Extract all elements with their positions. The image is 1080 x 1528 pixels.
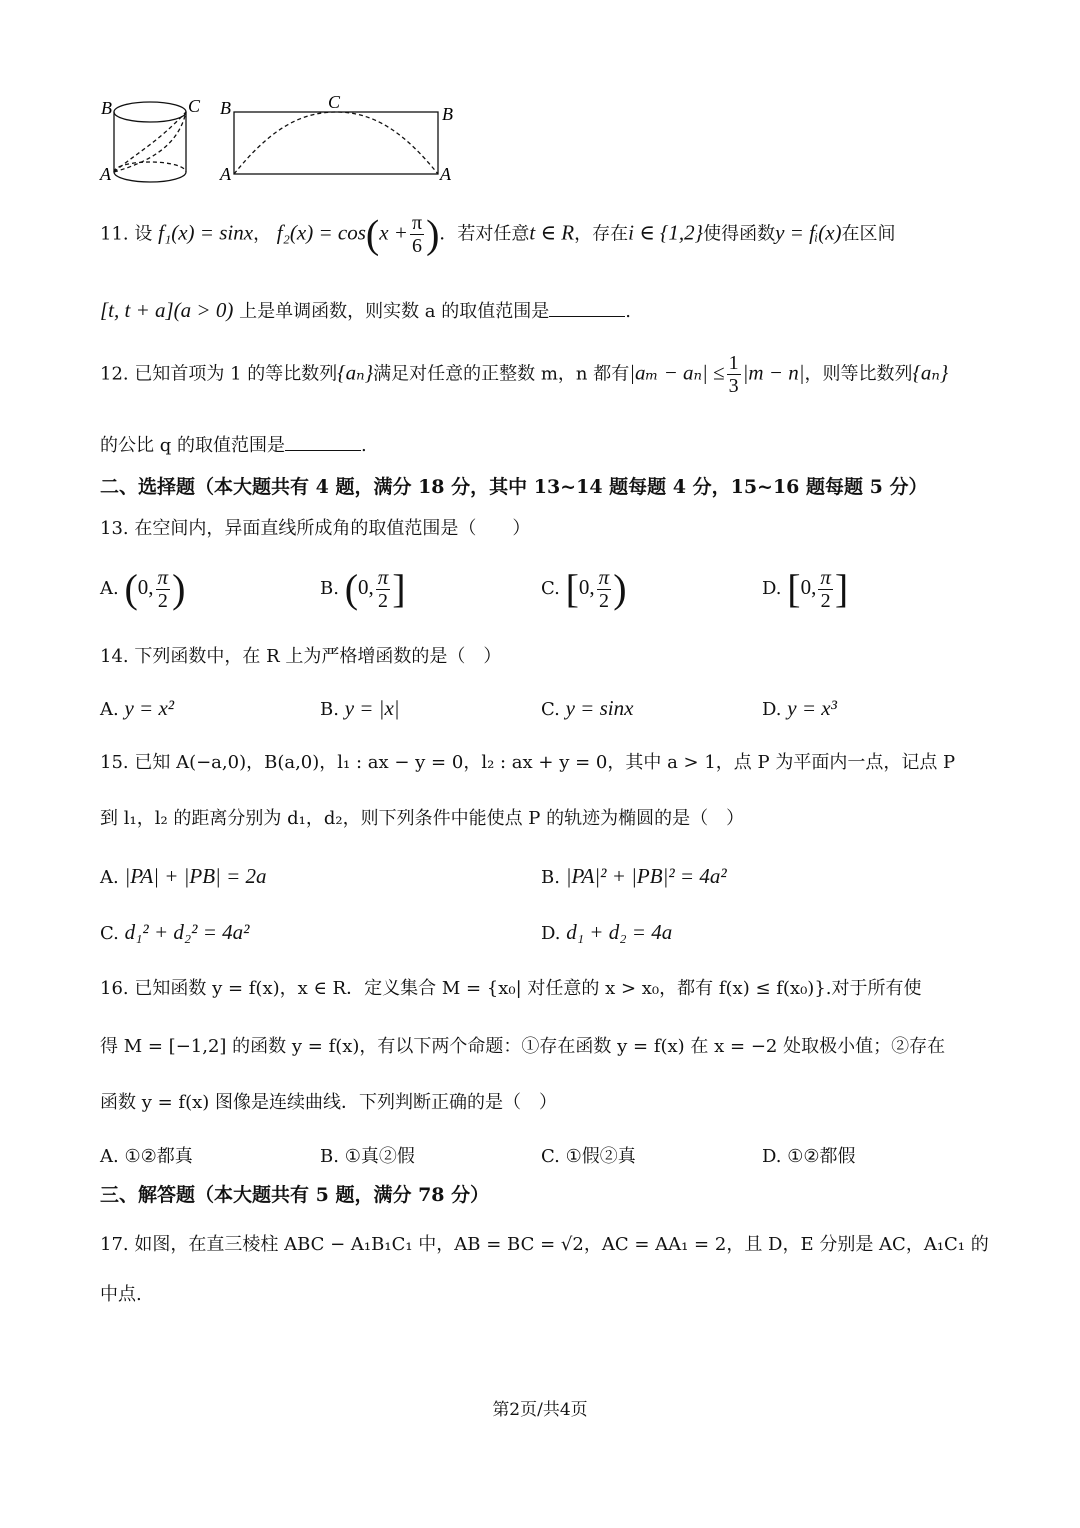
- q14-option-b[interactable]: B. y = |x|: [320, 696, 400, 720]
- q12-text1: 已知首项为 1 的等比数列: [134, 363, 338, 385]
- q12-text2: 满足对任意的正整数 m，n 都有: [373, 363, 630, 385]
- q12-number: 12.: [100, 363, 129, 385]
- q13-stem: 13. 在空间内，异面直线所成角的取值范围是（ ）: [100, 518, 531, 539]
- section-3-heading: 三、解答题（本大题共有 5 题，满分 78 分）: [100, 1184, 490, 1206]
- q12-lhs: |aₘ − aₙ| ≤: [629, 360, 725, 385]
- q13-option-a[interactable]: A. (0, $\frac{\pi}{2}$ ): [100, 565, 186, 613]
- q11-answer-blank[interactable]: [549, 300, 625, 317]
- q12-rhs: |m − n|: [742, 360, 805, 385]
- q15-option-c[interactable]: C. d₁² + d₂² = 4a²: [100, 920, 250, 944]
- rect-label-b-right: B: [442, 104, 453, 124]
- q12-sequence: {aₙ}: [337, 360, 374, 385]
- q11-number: 11.: [100, 223, 129, 245]
- q15-option-a[interactable]: A. |PA| + |PB| = 2a: [100, 864, 267, 888]
- q16-option-d[interactable]: D. ①②都假: [762, 1146, 856, 1167]
- q15-option-b[interactable]: B. |PA|² + |PB|² = 4a²: [541, 864, 727, 888]
- q11-text5: 在区间: [841, 223, 896, 245]
- q11-end: .: [625, 301, 631, 322]
- q13-option-c[interactable]: C. [0, $\frac{\pi}{2}$ ): [541, 565, 627, 613]
- q13-option-d[interactable]: D. [0, $\frac{\pi}{2}$ ]: [762, 565, 849, 613]
- q12-sequence-2: {aₙ}: [912, 360, 949, 385]
- page-footer: 第2页/共4页: [492, 1400, 588, 1420]
- q11-pi-over-6: $\frac{\pi}{6}$: [411, 212, 423, 257]
- q12-line1: [100, 352, 1000, 397]
- q11-xplus: x +: [379, 220, 408, 245]
- rect-label-c: C: [328, 92, 341, 112]
- q14-option-d[interactable]: D. y = x³: [762, 696, 837, 720]
- q12-end: .: [360, 435, 367, 456]
- q11-text2: ．若对任意: [439, 223, 530, 245]
- q16-option-a[interactable]: A. ①②都真: [100, 1146, 193, 1167]
- q15-line2: 到 l₁，l₂ 的距离分别为 d₁，d₂，则下列条件中能使点 P 的轨迹为椭圆的是（ ）: [100, 808, 745, 829]
- q11-f2: f₂(x) = cos: [276, 220, 366, 245]
- q11-interval: [t, t + a](a > 0): [100, 298, 234, 322]
- cyl-label-c: C: [188, 96, 201, 116]
- rect-label-a-right: A: [440, 164, 451, 184]
- q16-option-b[interactable]: B. ①真②假: [320, 1146, 415, 1167]
- q17-line1: 17. 如图，在直三棱柱 ABC − A₁B₁C₁ 中，AB = BC = √2，AC = AA₁ = 2，且 D，E 分别是 AC，A₁C₁ 的: [100, 1234, 989, 1255]
- q11-t-in-r: t ∈ R: [529, 220, 575, 245]
- rect-label-a-left: A: [220, 164, 231, 184]
- q12-one-third: $\frac{1}{3}$: [728, 352, 739, 397]
- q11-text4: 使得函数: [703, 223, 776, 245]
- q11-line1: 11. 设 f₁(x) = sinx， f₂(x) = cos(x + $\frac{\pi}{6}$ )．若对任意t ∈ R，存在i ∈ {1,2}使得函数y = fᵢ(x)在区间: [100, 211, 896, 257]
- q17-line2: 中点.: [100, 1284, 142, 1305]
- q11-f1: f₁(x) = sinx: [158, 220, 254, 245]
- q12-answer-blank[interactable]: [285, 434, 361, 451]
- rect-drawing: [234, 112, 438, 174]
- section-2-heading: 二、选择题（本大题共有 4 题，满分 18 分，其中 13~14 题每题 4 分，15~16 题每题 5 分）: [100, 476, 928, 498]
- q11-line2: [100, 298, 1000, 323]
- q16-line1: 16. 已知函数 y = f(x)，x ∈ R．定义集合 M = {x₀| 对任意的 x > x₀，都有 f(x) ≤ f(x₀)}.对于所有使: [100, 978, 922, 999]
- cyl-label-a: A: [100, 164, 111, 184]
- q11-text3: ，存在: [574, 223, 629, 245]
- q11-text6: 上是单调函数，则实数 a 的取值范围是: [239, 301, 550, 322]
- q15-option-d[interactable]: D. d₁ + d₂ = 4a: [541, 920, 673, 944]
- q11-text1: 设: [134, 223, 153, 245]
- q14-option-c[interactable]: C. y = sinx: [541, 696, 634, 720]
- cylinder-drawing: [114, 102, 186, 182]
- q15-line1: 15. 已知 A(−a,0)，B(a,0)，l₁ : ax − y = 0，l₂ : ax + y = 0，其中 a > 1，点 P 为平面内一点，记点 P: [100, 752, 956, 773]
- cyl-label-b: B: [101, 98, 112, 118]
- q12-text3: ，则等比数列: [804, 363, 913, 385]
- cylinder-unfold-figure: [98, 92, 478, 192]
- q13-option-b[interactable]: B. (0, $\frac{\pi}{2}$ ]: [320, 565, 406, 613]
- q12-text4: 的公比 q 的取值范围是: [100, 435, 285, 456]
- q16-line2: 得 M = [−1,2] 的函数 y = f(x)，有以下两个命题：①存在函数 y = f(x) 在 x = −2 处取极小值；②存在: [100, 1036, 946, 1057]
- q12-line2: [100, 434, 1000, 457]
- q14-stem: 14. 下列函数中，在 R 上为严格增函数的是（ ）: [100, 646, 502, 667]
- q11-y-fi: y = fᵢ(x): [775, 220, 842, 245]
- q14-option-a[interactable]: A. y = x²: [100, 696, 175, 720]
- rect-label-b-left: B: [220, 98, 231, 118]
- q11-i-set: i ∈ {1,2}: [628, 220, 704, 245]
- q16-option-c[interactable]: C. ①假②真: [541, 1146, 636, 1167]
- q16-line3: 函数 y = f(x) 图像是连续曲线．下列判断正确的是（ ）: [100, 1092, 557, 1113]
